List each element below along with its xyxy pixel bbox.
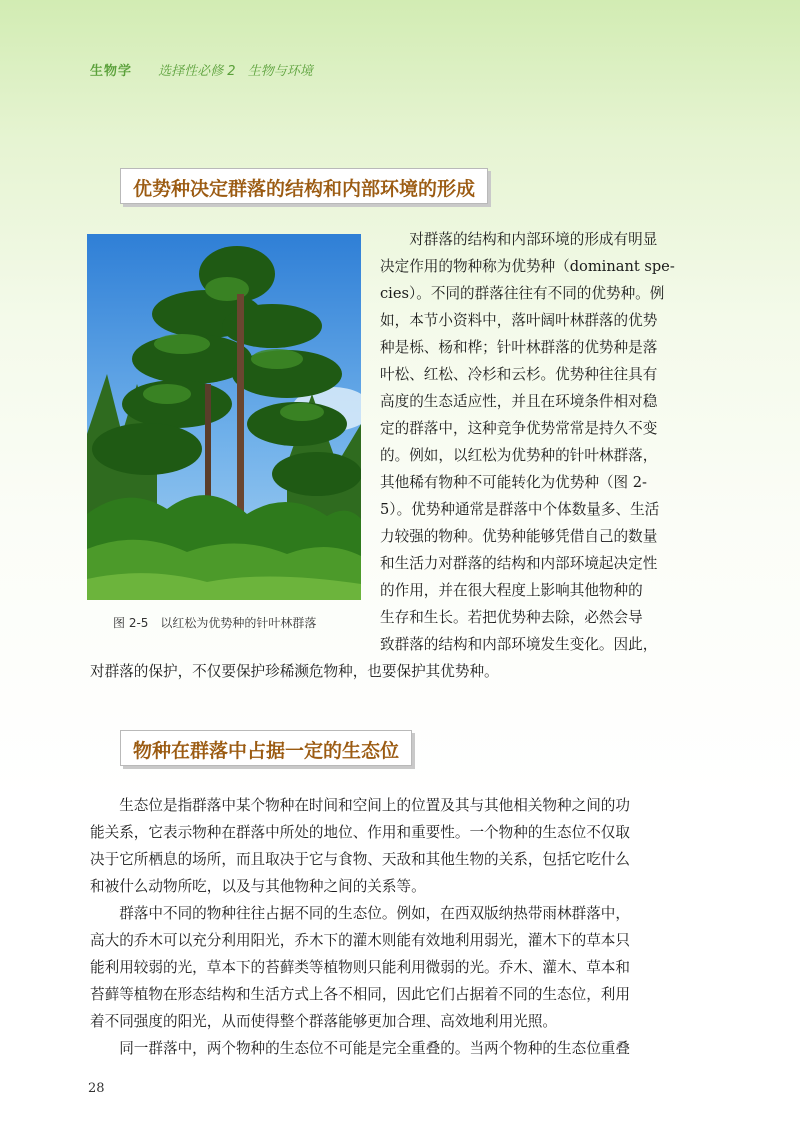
paragraph-line: 的。例如，以红松为优势种的针叶林群落， [380, 447, 658, 464]
paragraph-line: 决定作用的物种称为优势种（dominant spe- [380, 258, 675, 275]
paragraph-line: 苔藓等植物在形态结构和生活方式上各不相同，因此它们占据着不同的生态位，利用 [90, 986, 630, 1003]
section-title-ecological-niche: 物种在群落中占据一定的生态位 [120, 730, 412, 766]
paragraph-line: 对群落的保护，不仅要保护珍稀濒危物种，也要保护其优势种。 [90, 663, 499, 680]
paragraph-line: 决于它所栖息的场所，而且取决于它与食物、天敌和其他生物的关系，包括它吃什么 [90, 851, 630, 868]
paragraph-line: 5）。优势种通常是群落中个体数量多、生活 [380, 501, 660, 518]
paragraph-line: 群落中不同的物种往往占据不同的生态位。例如，在西双版纳热带雨林群落中， [90, 905, 630, 922]
paragraph-line: 力较强的物种。优势种能够凭借自己的数量 [380, 528, 658, 545]
paragraph-line: 种是栎、杨和桦；针叶林群落的优势种是落 [380, 339, 658, 356]
header-subject: 生物学 [90, 64, 133, 79]
header-topic: 生物与环境 [247, 64, 313, 79]
page-number: 28 [88, 1081, 105, 1096]
paragraph-line: 高大的乔木可以充分利用阳光，乔木下的灌木则能有效地利用弱光，灌木下的草本只 [90, 932, 630, 949]
running-header [90, 60, 313, 79]
paragraph-line: 生态位是指群落中某个物种在时间和空间上的位置及其与其他相关物种之间的功 [90, 797, 630, 814]
paragraph-line: 致群落的结构和内部环境发生变化。因此， [380, 636, 658, 653]
header-course: 选择性必修 2 [158, 64, 236, 79]
paragraph-line: 生存和生长。若把优势种去除，必然会导 [380, 609, 643, 626]
paragraph-line: 定的群落中，这种竞争优势常常是持久不变 [380, 420, 658, 437]
paragraph-line: cies）。不同的群落往往有不同的优势种。例 [380, 285, 665, 302]
pine-forest-photo [87, 234, 361, 600]
paragraph-line: 对群落的结构和内部环境的形成有明显 [380, 231, 658, 248]
paragraph-line: 高度的生态适应性，并且在环境条件相对稳 [380, 393, 658, 410]
paragraph-line: 能利用较弱的光，草本下的苔藓类等植物则只能利用微弱的光。乔木、灌木、草本和 [90, 959, 630, 976]
paragraph-line: 如，本节小资料中，落叶阔叶林群落的优势 [380, 312, 658, 329]
section-title-dominant-species: 优势种决定群落的结构和内部环境的形成 [120, 168, 488, 204]
figure-caption [113, 614, 316, 631]
paragraph-line: 叶松、红松、冷杉和云杉。优势种往往具有 [380, 366, 658, 383]
paragraph-line: 的作用，并在很大程度上影响其他物种的 [380, 582, 643, 599]
figure-caption-text: 以红松为优势种的针叶林群落 [160, 616, 317, 630]
paragraph-line: 其他稀有物种不可能转化为优势种（图 2- [380, 474, 647, 491]
paragraph-line: 和生活力对群落的结构和内部环境起决定性 [380, 555, 658, 572]
paragraph-line: 能关系，它表示物种在群落中所处的地位、作用和重要性。一个物种的生态位不仅取 [90, 824, 630, 841]
paragraph-line: 着不同强度的阳光，从而使得整个群落能够更加合理、高效地利用光照。 [90, 1013, 558, 1030]
figure-number: 图 2-5 [113, 616, 149, 630]
paragraph-line: 同一群落中，两个物种的生态位不可能是完全重叠的。当两个物种的生态位重叠 [90, 1040, 630, 1057]
paragraph-line: 和被什么动物所吃，以及与其他物种之间的关系等。 [90, 878, 426, 895]
